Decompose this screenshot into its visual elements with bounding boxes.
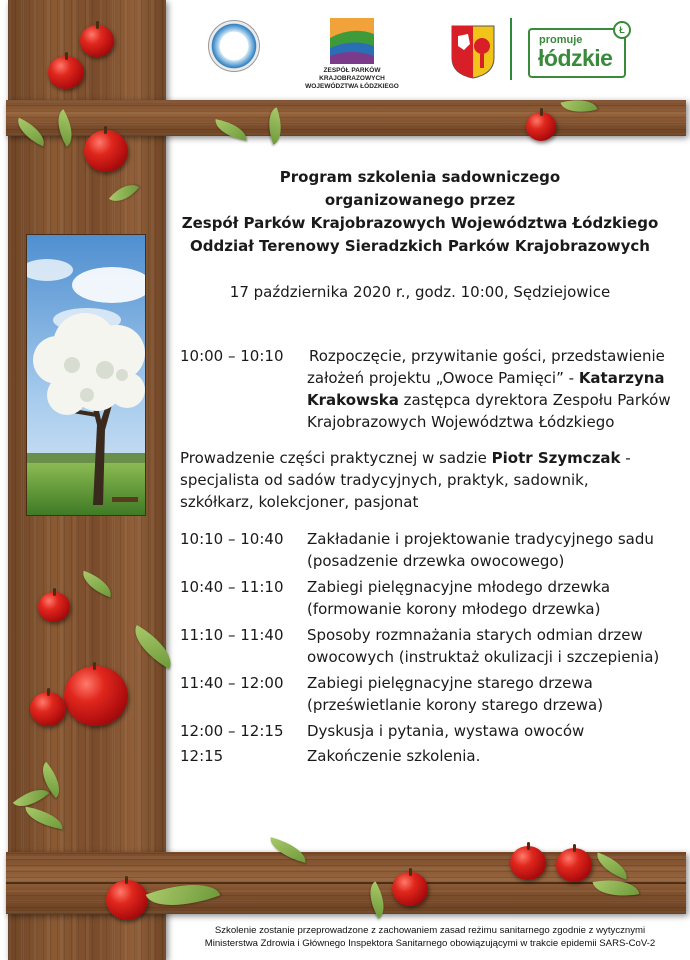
- schedule-time: 10:10 – 10:40: [180, 530, 284, 548]
- schedule-description: Rozpoczęcie, przywitanie gości, przedstawienie założeń projektu „Owoce Pamięci” - Katarzyna Krakowska zastępca dyrektora Zespołu Parków Krajobrazowych Województwa Łódzkiego: [307, 347, 671, 431]
- apple-decoration: [38, 592, 70, 622]
- zpk-logo-icon: [330, 18, 374, 64]
- schedule-description: Zabiegi pielęgnacyjne młodego drzewka (formowanie korony młodego drzewka): [307, 578, 611, 618]
- schedule-description: Zakładanie i projektowanie tradycyjnego sadu (posadzenie drzewka owocowego): [307, 530, 654, 570]
- program-title: Program szkolenia sadowniczego organizowanego przez Zespół Parków Krajobrazowych Województwa Łódzkiego Oddział Terenowy Sieradzkich Parków Krajobrazowych: [181, 168, 659, 255]
- schedule-time: 12:00 – 12:15: [180, 722, 284, 740]
- schedule-time: 11:10 – 11:40: [180, 626, 284, 644]
- apple-decoration: [526, 112, 556, 141]
- schedule-time: 11:40 – 12:00: [180, 674, 284, 692]
- schedule-description: Zabiegi pielęgnacyjne starego drzewa (prześwietlanie korony starego drzewa): [307, 674, 604, 714]
- apple-decoration: [510, 846, 546, 880]
- apple-decoration: [392, 872, 428, 906]
- lodzkie-coat-of-arms-icon: [450, 24, 496, 80]
- schedule-time: 10:00 – 10:10: [180, 347, 284, 365]
- schedule-description: Sposoby rozmnażania starych odmian drzew owocowych (instruktaż okulizacji i szczepienia): [307, 626, 660, 666]
- apple-decoration: [556, 848, 592, 882]
- apple-decoration: [106, 880, 148, 920]
- promuje-lodzkie-logo: promuje łódzkie Ł: [528, 28, 626, 78]
- blossoming-tree-photo: [26, 234, 146, 516]
- schedule-description: Zakończenie szkolenia.: [307, 747, 481, 765]
- logo-divider: [510, 18, 512, 80]
- apple-decoration: [84, 130, 128, 172]
- schedule-time: 12:15: [180, 747, 224, 765]
- practical-part-description: Prowadzenie części praktycznej w sadzie Piotr Szymczak - specjalista od sadów tradycyjnych, praktyk, sadownik, szkółkarz, kolekcjoner, pasjonat: [180, 449, 631, 511]
- apple-decoration: [30, 692, 66, 726]
- schedule-description: Dyskusja i pytania, wystawa owoców: [307, 722, 585, 740]
- apple-decoration: [64, 666, 128, 726]
- sieradzkie-parki-logo: [208, 20, 260, 72]
- zpk-logo-text: ZESPÓŁ PARKÓW KRAJOBRAZOWYCH WOJEWÓDZTWA ŁÓDZKIEGO: [305, 67, 399, 90]
- schedule-time: 10:40 – 11:10: [180, 578, 284, 596]
- apple-decoration: [80, 25, 114, 57]
- apple-decoration: [48, 56, 84, 89]
- date-and-place: 17 października 2020 r., godz. 10:00, Sędziejowice: [229, 283, 611, 301]
- sanitary-notice-footer: Szkolenie zostanie przeprowadzone z zachowaniem zasad reżimu sanitarnego zgodnie z wytycznymi Ministerstwa Zdrowia i Głównego Inspektora Sanitarnego obowiązującymi w trakcie epidemii SARS-CoV-2: [204, 925, 656, 949]
